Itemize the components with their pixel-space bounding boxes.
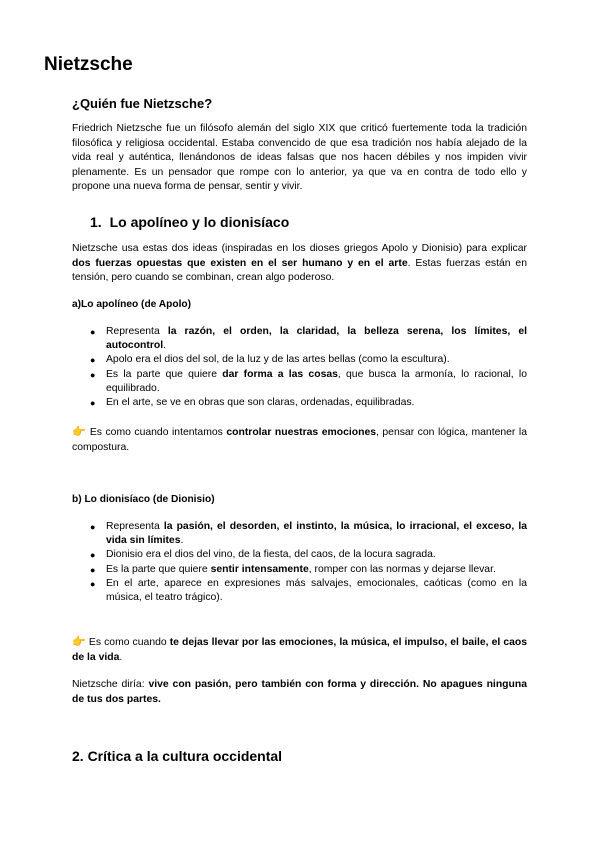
list-item-text: En el arte, aparece en expresiones más salvajes, emocionales, caóticas (como en la música, el teatro trágico). — [106, 577, 527, 604]
list-item-text: Representa — [106, 521, 164, 532]
apolo-note — [72, 425, 527, 455]
intro-paragraph: Friedrich Nietzsche fue un filósofo alemán del siglo XIX que criticó fuertemente toda la tradición filosófica y religiosa occidental. Estaba convencido de que esa tradición nos había alejado de la vida real y auténtica, llenándonos de ideas falsas que nos hacen débiles y nos impiden vivir plenamente. Es un pensador que rompe con lo anterior, ya que va en contra de todo ello y propone una nueva forma de pensar, sentir y vivir. — [72, 123, 527, 193]
section1-heading — [90, 214, 289, 230]
bullet-icon: ● — [90, 578, 96, 589]
apolo-note-text: Es como cuando intentamos — [86, 427, 227, 438]
list-item-bold: la razón, el orden, la claridad, la belleza serena, los límites, el autocontrol — [106, 326, 528, 352]
dionisio-note — [72, 635, 527, 665]
list-item — [90, 368, 527, 396]
list-item — [90, 577, 527, 605]
apolo-list — [90, 325, 527, 410]
list-item-bold: sentir intensamente — [210, 563, 309, 575]
apolo-note-bold: controlar nuestras emociones — [226, 427, 376, 438]
section1-paragraph — [72, 242, 527, 286]
intro-heading: ¿Quién fue Nietzsche? — [72, 96, 213, 111]
section1-para-a: Nietzsche usa estas dos ideas (inspiradas en los dioses griegos Apolo y Dionisio) para explicar — [72, 243, 527, 254]
dionisio-list — [90, 520, 527, 605]
list-item-bold: dar forma a las cosas — [222, 368, 338, 380]
bullet-icon: ● — [90, 398, 96, 409]
list-item-text: Dionisio era el dios del vino, de la fiesta, del caos, de la locura sagrada. — [106, 549, 436, 561]
section1-para-c: . Estas fuerzas están en tensión, pero cuando se combinan, crean algo poderoso. — [72, 257, 527, 284]
bullet-icon: ● — [90, 369, 96, 380]
page-title: Nietzsche — [44, 54, 133, 75]
list-item — [90, 563, 527, 577]
list-item-text-end: , que busca la armonía, lo racional, lo equilibrado. — [106, 368, 527, 394]
list-item-text-end: . — [163, 340, 167, 352]
pointing-hand-icon: 👉 — [72, 636, 86, 648]
section1-title: Lo apolíneo y lo dionisíaco — [109, 214, 290, 230]
conclusion-paragraph — [72, 678, 527, 707]
list-item-text-end: , romper con las normas y dejarse llevar. — [308, 563, 496, 575]
bullet-icon: ● — [90, 550, 96, 561]
apolo-heading: a)Lo apolíneo (de Apolo) — [72, 299, 192, 310]
bullet-icon: ● — [90, 564, 96, 575]
bullet-icon: ● — [90, 355, 96, 366]
list-item — [90, 396, 527, 410]
list-item — [90, 548, 527, 562]
list-item-text: Apolo era el dios del sol, de la luz y de las artes bellas (como la escultura). — [106, 354, 450, 366]
dionisio-heading: b) Lo dionisíaco (de Dionisio) — [72, 494, 215, 505]
list-item — [90, 353, 527, 367]
dionisio-note-bold: te dejas llevar por las emociones, la música, el impulso, el baile, el caos de la vida — [72, 637, 528, 663]
list-item-text: Es la parte que quiere — [106, 563, 211, 575]
section1-number: 1. — [90, 214, 102, 230]
list-item-bold: la pasión, el desorden, el instinto, la música, lo irracional, el exceso, la vida sin límites — [106, 521, 527, 547]
bullet-icon: ● — [90, 522, 96, 532]
list-item — [90, 325, 527, 353]
pointing-hand-icon: 👉 — [72, 426, 87, 438]
list-item-text-end: . — [180, 535, 184, 547]
conclusion-bold: vive con pasión, pero también con forma y dirección. No apagues ninguna de tus dos partes. — [72, 679, 527, 705]
bullet-icon: ● — [90, 327, 96, 337]
dionisio-note-text: Es como cuando — [85, 637, 170, 648]
list-item-text: Es la parte que quiere — [106, 368, 223, 380]
section1-para-bold: dos fuerzas opuestas que existen en el ser humano y en el arte — [72, 257, 408, 269]
apolo-note-text-end: , pensar con lógica, mantener la compostura. — [72, 427, 527, 453]
list-item-text: En el arte, se ve en obras que son claras, ordenadas, equilibradas. — [106, 397, 415, 409]
dionisio-note-text-end: . — [119, 651, 123, 663]
list-item-text: Representa — [106, 326, 168, 337]
section2-heading: 2. Crítica a la cultura occidental — [72, 748, 283, 764]
conclusion-text: Nietzsche diría: — [72, 679, 149, 690]
list-item — [90, 520, 527, 548]
